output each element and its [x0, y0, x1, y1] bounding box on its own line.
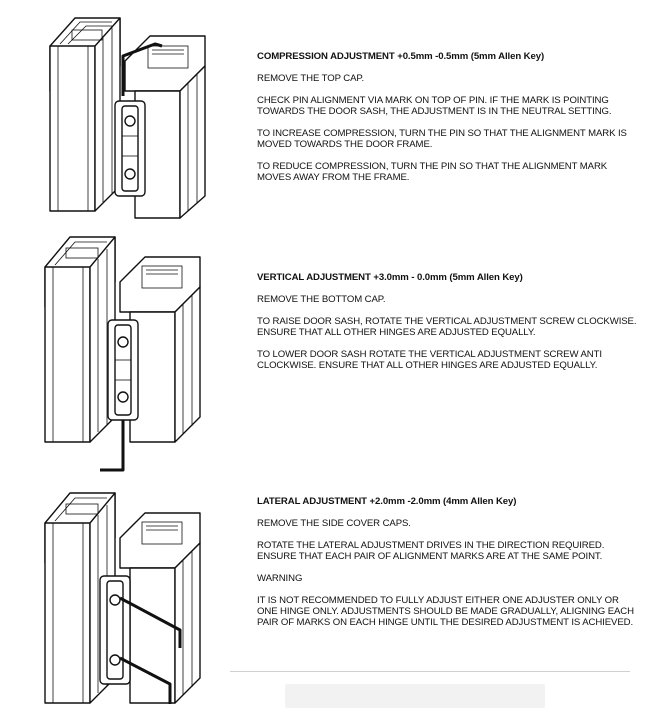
hinge-top-pin-icon: [20, 6, 220, 221]
instruction-paragraph: IT IS NOT RECOMMENDED TO FULLY ADJUST EITHER ONE ADJUSTER ONLY OR ONE HINGE ONLY. ADJUSTMENTS SHOULD BE MADE GRADUALLY, ALIGNING EACH PAIR OF MARKS ON EACH HINGE UNTIL THE DESIRED ADJUSTMENT IS ACHIEVED.: [257, 595, 634, 628]
section-heading: LATERAL ADJUSTMENT +2.0mm -2.0mm (4mm Allen Key): [257, 496, 517, 507]
section-heading: COMPRESSION ADJUSTMENT +0.5mm -0.5mm (5mm Allen Key): [257, 51, 545, 62]
divider: [230, 671, 630, 672]
instruction-paragraph: TO RAISE DOOR SASH, ROTATE THE VERTICAL ADJUSTMENT SCREW CLOCKWISE. ENSURE THAT ALL OTHER HINGES ARE ADJUSTED EQUALLY.: [257, 316, 637, 338]
lateral-text: [257, 496, 637, 639]
instruction-paragraph: REMOVE THE BOTTOM CAP.: [257, 294, 386, 305]
compression-text: [257, 51, 637, 194]
hinge-side-keys-icon: [20, 488, 220, 716]
section-heading: VERTICAL ADJUSTMENT +3.0mm - 0.0mm (5mm Allen Key): [257, 272, 523, 283]
warning-label: WARNING: [257, 573, 303, 584]
instruction-paragraph: REMOVE THE SIDE COVER CAPS.: [257, 518, 411, 529]
instruction-paragraph: TO LOWER DOOR SASH ROTATE THE VERTICAL ADJUSTMENT SCREW ANTI CLOCKWISE. ENSURE THAT ALL OTHER HINGES ARE ADJUSTED EQUALLY.: [257, 349, 602, 371]
hinge-bottom-key-icon: [20, 232, 220, 482]
instruction-paragraph: TO INCREASE COMPRESSION, TURN THE PIN SO THAT THE ALIGNMENT MARK IS MOVED TOWARDS THE DOOR FRAME.: [257, 128, 627, 150]
faded-footer-artifact: [285, 684, 545, 708]
instruction-paragraph: CHECK PIN ALIGNMENT VIA MARK ON TOP OF PIN. IF THE MARK IS POINTING TOWARDS THE DOOR SASH, THE ADJUSTMENT IS IN THE NEUTRAL SETTING.: [257, 95, 612, 117]
instruction-paragraph: TO REDUCE COMPRESSION, TURN THE PIN SO THAT THE ALIGNMENT MARK MOVES AWAY FROM THE FRAME.: [257, 161, 608, 183]
instruction-paragraph: REMOVE THE TOP CAP.: [257, 73, 365, 84]
instruction-paragraph: ROTATE THE LATERAL ADJUSTMENT DRIVES IN THE DIRECTION REQUIRED. ENSURE THAT EACH PAIR OF ALIGNMENT MARKS ARE AT THE SAME POINT.: [257, 540, 605, 562]
vertical-text: [257, 272, 637, 382]
